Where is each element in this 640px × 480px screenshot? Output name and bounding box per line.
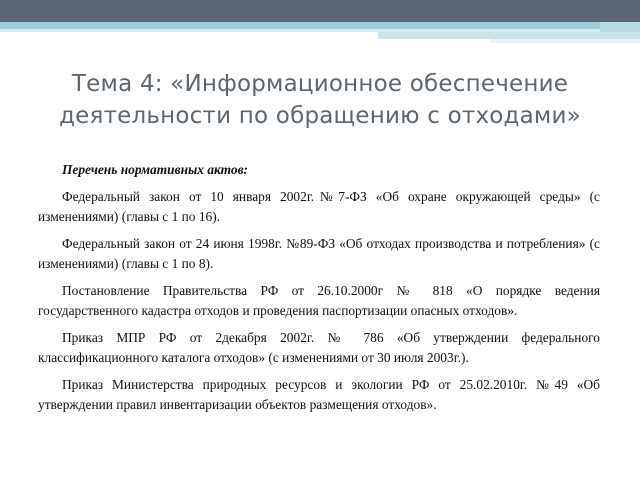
- decor-stripe: [490, 39, 640, 43]
- header-bar: [0, 0, 640, 22]
- decor-stripe: [600, 22, 640, 32]
- list-item: Постановление Правительства РФ от 26.10.2000г № 818 «О порядке ведения государственного кадастра отходов и проведения паспортизации опасных отходов».: [38, 283, 600, 318]
- title-line-1: Тема 4: «Информационное обеспечение: [71, 71, 569, 97]
- title-line-2: деятельности по обращению с отходами»: [59, 103, 581, 129]
- list-item: Федеральный закон от 24 июня 1998г. №89-ФЗ «Об отходах производства и потребления» (с изменениями) (главы с 1 по 8).: [38, 236, 600, 271]
- list-item: Приказ МПР РФ от 2декабря 2002г. № 786 «Об утверждении федерального классификационного каталога отходов» (с изменениями от 30 июля 2003г.).: [38, 330, 600, 365]
- section-heading: Перечень нормативных актов:: [62, 162, 249, 177]
- slide-title: [40, 68, 600, 132]
- decor-stripe: [0, 22, 640, 29]
- list-item: Приказ Министерства природных ресурсов и экологии РФ от 25.02.2010г. №49 «Об утверждении правил инвентаризации объектов размещения отходов».: [38, 377, 600, 412]
- slide-body: [38, 160, 600, 422]
- list-item: Федеральный закон от 10 января 2002г.№7-ФЗ «Об охране окружающей среды» (с изменениями) (главы с 1 по 16).: [38, 189, 600, 224]
- decor-stripe: [378, 32, 640, 39]
